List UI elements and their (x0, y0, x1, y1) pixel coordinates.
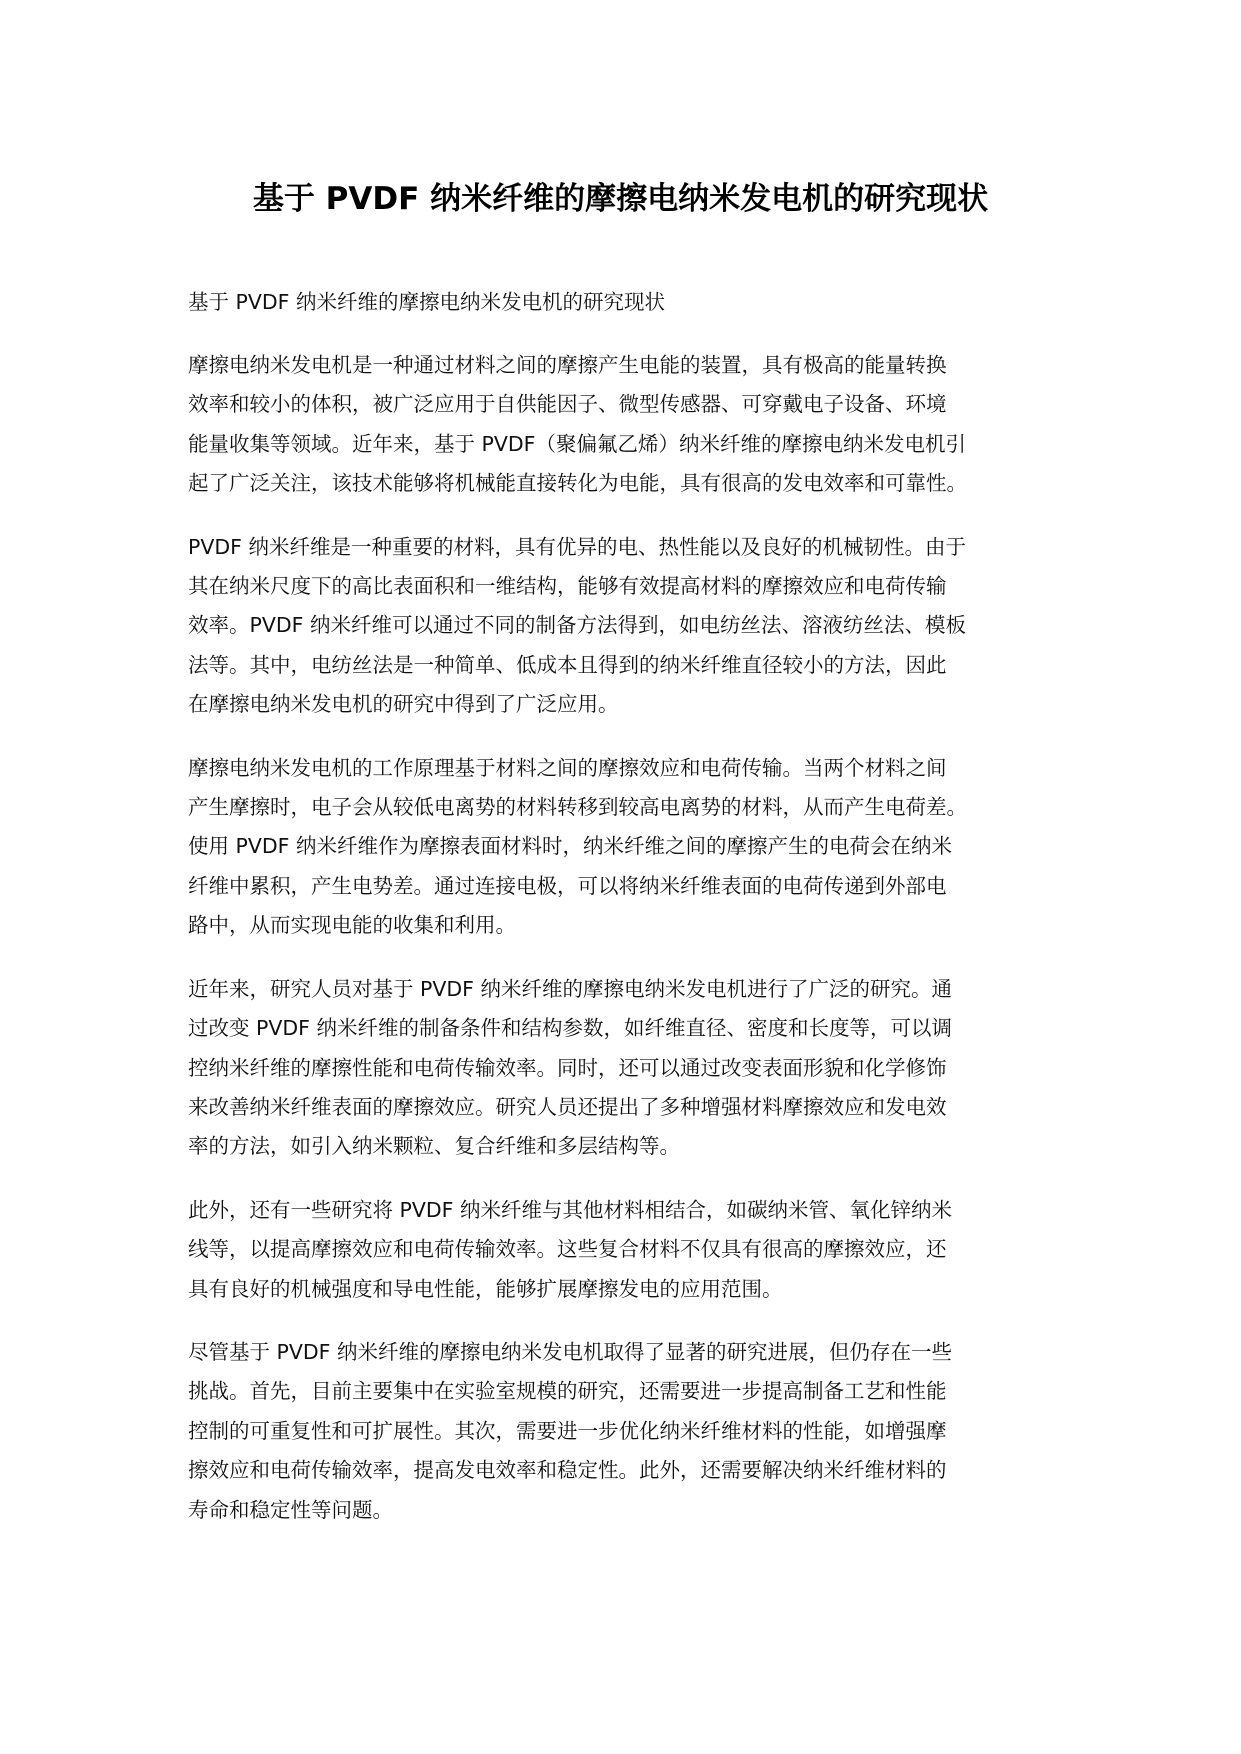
paragraph-line: 尽管基于 PVDF 纳米纤维的摩擦电纳米发电机取得了显著的研究进展，但仍存在一些 (188, 1339, 952, 1364)
paragraph-line: 在摩擦电纳米发电机的研究中得到了广泛应用。 (188, 692, 619, 717)
paragraph-1 (188, 346, 1068, 504)
paragraph-line: 摩擦电纳米发电机的工作原理基于材料之间的摩擦效应和电荷传输。当两个材料之间 (188, 755, 947, 780)
document-title: 基于 PVDF 纳米纤维的摩擦电纳米发电机的研究现状 (252, 181, 989, 217)
paragraph-6 (188, 1333, 1068, 1530)
paragraph-3 (188, 749, 1068, 946)
paragraph-line: 此外，还有一些研究将 PVDF 纳米纤维与其他材料相结合，如碳纳米管、氧化锌纳米 (188, 1197, 952, 1222)
paragraph-line: 法等。其中，电纺丝法是一种简单、低成本且得到的纳米纤维直径较小的方法，因此 (188, 652, 947, 677)
paragraph-line: 控制的可重复性和可扩展性。其次，需要进一步优化纳米纤维材料的性能，如增强摩 (188, 1418, 947, 1443)
paragraph-line: 能量收集等领域。近年来，基于 PVDF（聚偏氟乙烯）纳米纤维的摩擦电纳米发电机引 (188, 431, 966, 456)
paragraph-line: 摩擦电纳米发电机是一种通过材料之间的摩擦产生电能的装置，具有极高的能量转换 (188, 353, 947, 377)
paragraph-5 (188, 1191, 1068, 1309)
paragraph-line: 来改善纳米纤维表面的摩擦效应。研究人员还提出了多种增强材料摩擦效应和发电效 (188, 1094, 947, 1119)
document-subtitle: 基于 PVDF 纳米纤维的摩擦电纳米发电机的研究现状 (188, 290, 665, 314)
paragraph-line: 使用 PVDF 纳米纤维作为摩擦表面材料时，纳米纤维之间的摩擦产生的电荷会在纳米 (188, 834, 952, 859)
paragraph-line: 其在纳米尺度下的高比表面积和一维结构，能够有效提高材料的摩擦效应和电荷传输 (188, 574, 947, 599)
paragraph-line: 具有良好的机械强度和导电性能，能够扩展摩擦发电的应用范围。 (188, 1276, 783, 1301)
paragraph-line: 纤维中累积，产生电势差。通过连接电极，可以将纳米纤维表面的电荷传递到外部电 (188, 873, 947, 898)
paragraph-line: 控纳米纤维的摩擦性能和电荷传输效率。同时，还可以通过改变表面形貌和化学修饰 (188, 1055, 947, 1080)
paragraph-2 (188, 528, 1068, 725)
paragraph-line: 效率。PVDF 纳米纤维可以通过不同的制备方法得到，如电纺丝法、溶液纺丝法、模板 (188, 613, 966, 638)
paragraph-line: 寿命和稳定性等问题。 (188, 1497, 393, 1522)
paragraph-line: 率的方法，如引入纳米颗粒、复合纤维和多层结构等。 (188, 1134, 680, 1159)
paragraph-line: 擦效应和电荷传输效率，提高发电效率和稳定性。此外，还需要解决纳米纤维材料的 (188, 1458, 947, 1483)
paragraph-line: 起了广泛关注，该技术能够将机械能直接转化为电能，具有很高的发电效率和可靠性。 (188, 471, 967, 496)
paragraph-line: 路中，从而实现电能的收集和利用。 (188, 913, 516, 938)
paragraph-4 (188, 970, 1068, 1167)
paragraph-line: 过改变 PVDF 纳米纤维的制备条件和结构参数，如纤维直径、密度和长度等，可以调 (188, 1016, 952, 1041)
paragraph-line: PVDF 纳米纤维是一种重要的材料，具有优异的电、热性能以及良好的机械韧性。由于 (188, 534, 966, 559)
document-body (188, 283, 1068, 1554)
paragraph-line: 线等，以提高摩擦效应和电荷传输效率。这些复合材料不仅具有很高的摩擦效应，还 (188, 1237, 947, 1262)
paragraph-line: 产生摩擦时，电子会从较低电离势的材料转移到较高电离势的材料，从而产生电荷差。 (188, 795, 967, 820)
paragraph-line: 挑战。首先，目前主要集中在实验室规模的研究，还需要进一步提高制备工艺和性能 (188, 1379, 947, 1404)
paragraph-line: 效率和较小的体积，被广泛应用于自供能因子、微型传感器、可穿戴电子设备、环境 (188, 392, 947, 417)
paragraph-line: 近年来，研究人员对基于 PVDF 纳米纤维的摩擦电纳米发电机进行了广泛的研究。通 (188, 976, 952, 1001)
